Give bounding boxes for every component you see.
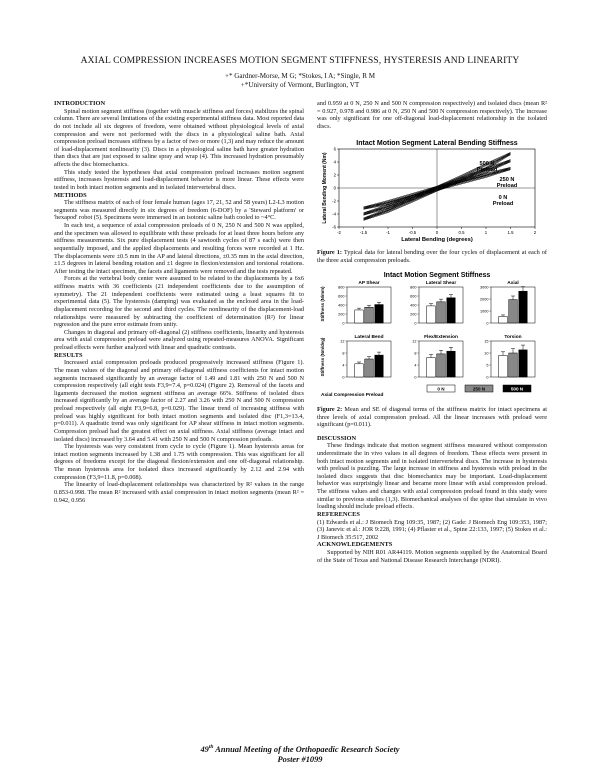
y-tick-label: 1000 [480,309,489,314]
bar-250n [437,354,446,377]
legend-label: 0 N [437,386,445,392]
x-tick-label: 0.5 [458,229,465,235]
bar-250n [509,300,518,323]
figure-1 [317,137,547,265]
bar-0n [427,358,436,378]
paragraph: The hysteresis was very consistent from cycle to cycle (Figure 1). Mean hysteresis areas for intact motion segments increased by 1.38 and 1.75 with compression. This was significant for all degrees of freedoms except for the diagonal flexion/extension and one off-diagonal relationship. The mean hysteresis area for isolated discs increased significantly by 2.12 and 2.94 with compression (F3,9=11.8, p=0.008). [54,443,304,481]
figure-2-caption [317,406,547,429]
x-tick-label: 0 [435,229,439,235]
x-tick-label: 2 [533,229,537,235]
y-tick-label: 10 [484,351,489,356]
chart-title: Intact Motion Segment Lateral Bending Stiffness [356,139,518,147]
bar-0n [355,310,364,323]
paragraph: In each test, a sequence of axial compression preloads of 0 N, 250 N and 500 N was applied, and the specimen was allowed to equilibrate with these preloads for at least three hours before any stiffness measurements. Six pure displacement tests (4 sawtooth cycles of 87 s each) were then sequentially imposed, and the applied displacements and resulting forces were recorded at 1 Hz. The displacements were ±0.5 mm in the AP and lateral directions, ±0.35 mm in the axial direction, ±1.5 degrees in lateral bending rotation and ±1 degree in flexion/extension and torsional rotations. After testing the intact specimen, the facets and ligaments were removed and the tests repeated. [54,222,304,275]
paragraph: Supported by NIH R01 AR44119. Motion segments supplied by the Anatomical Board of the State of Texas and National Disease Research Interchange (NDRI). [317,549,547,564]
x-tick-label: -1.5 [359,229,368,235]
bar-500n [447,352,456,378]
figure-1-caption [317,249,547,264]
figure-2-label: Figure 2: [317,405,343,413]
x-tick-label: 1 [484,229,488,235]
y-tick-label: 600 [410,294,417,299]
y-tick-label: 0 [486,321,489,326]
bar-500n [519,350,528,377]
legend-label: 250 N [472,386,486,392]
y-tick-label: 400 [410,303,417,308]
panel-title: Torsion [504,335,522,341]
figure-2-text: Mean and SE of diagonal terms of the stiffness matrix for intact specimens at three levels of axial compression preload. All the linear increases with preload were significant (p=0.011). [317,405,547,429]
x-axis-label: Lateral Bending (degrees) [401,236,473,243]
y-tick-label: 0 [414,321,417,326]
y-tick-label: 0 [486,375,489,380]
y-tick-label: 8 [414,351,417,356]
paragraph: These findings indicate that motion segment stiffness measured without compression underestimate the in vivo values in all degrees of freedom. These effects were present in both intact motion segments and in isolated intervertebral discs. The increase in hysteresis with preload is puzzling. The large increase in stiffness and hysteresis with preload in the isolated discs suggests that disc biomechanics may be important. Load-displacement behavior was surprisingly linear and became more linear with axial compression preload. The stiffness values and changes with axial compression preload found in this study were similar to previous studies (1,3). Biomechanical analyses of the spine that simulate in vivo loading should include preload effects. [317,442,547,511]
figure-2 [317,269,547,428]
bar-0n [499,317,508,324]
x-tick-label: -0.5 [408,229,417,235]
section-heading: REFERENCES [317,510,360,518]
y-tick-label: 15 [484,339,489,344]
y-tick-label: 0 [414,375,417,380]
panel-title: AP Shear [358,281,380,287]
y-tick-label: 4 [333,159,336,164]
section-heading: ACKNOWLEDGEMENTS [317,541,393,549]
y-tick-label: -2 [332,198,336,203]
bar-250n [509,353,518,377]
y-axis-label: Lateral Bending Moment (Nm) [322,151,328,224]
paragraph: The stiffness matrix of each of four female human (ages 17, 21, 52 and 58 years) L2-L3 motion segments was measured directly in six degrees of freedom (6-DOF) by a 'Steward platform' or 'hexapod' robot (5). Specimens were immersed in an isotonic saline bath cooled to ~4°C. [54,199,304,222]
lateral-bending-chart [317,137,547,245]
y-tick-label: 600 [338,294,345,299]
paragraph: The linearity of load-displacement relationships was characterized by R² values in the range 0.853-0.998. The mean R² increased with axial compression in intact motion segments (mean R² = 0.942, 0.956 [54,481,304,504]
y-tick-label: 800 [338,285,345,290]
left-column [54,100,304,504]
conference-name: 49th Annual Meeting of the Orthopaedic Research Society [200,744,400,754]
bar-500n [375,305,384,323]
bar-500n [375,355,384,377]
bar-0n [427,306,436,323]
y-tick-label: 400 [338,303,345,308]
y-tick-label: 12 [340,339,345,344]
legend-title: Axial Compression Preload [321,393,384,399]
y-tick-label: 0 [333,185,336,190]
y-tick-label: 0 [342,375,345,380]
stiffness-bar-charts [317,269,547,401]
panel-title: Lateral Bend [354,335,384,341]
paragraph: Increased axial compression preloads produced progressively increased stiffness (Figure 1). The mean values of the diagonal and primary off-diagonal stiffness coefficients for intact motion segments increased significantly by an average factor of 1.49 and 1.81 with 250 N and 500 N compression respectively (all eight tests F3,9=7.4, p=0.024) (Figure 2). Removal of the facets and ligaments decreased the motion segment stiffness an average 66%. Stiffness of isolated discs increased significantly by an average factor of 2.27 and 3.26 with 250 N and 500 N compression preload respectively (all eight F3,9=6.8, p=0.029). The linear trend of increasing stiffness with preload was highly significant for both intact motion segments and isolated disc (F1,3=13.4, p=0.011). A quadratic trend was only significant for AP shear stiffness in intact motion segments. Compression preload had the greatest effect on axial stiffness. Axial stiffness (average intact and isolated discs) increased by 3.64 and 5.41 with 250 N and 500 N compression preloads. [54,359,304,443]
panel-title: Lateral Shear [425,281,457,287]
paragraph: Changes in diagonal and primary off-diagonal (2) stiffness coefficients, linearity and hysteresis area with axial compression preload were analyzed using repeated-measures ANOVA. Significant preload effects were further analyzed with linear and quadratic contrasts. [54,328,304,351]
section-heading: DISCUSSION [317,434,357,442]
y-tick-label: 2000 [480,297,489,302]
section-heading: METHODS [54,191,87,199]
bar-500n [519,292,528,324]
figure-1-text: Typical data for lateral bending over the four cycles of displacement at each of the three axial compression preloads. [317,249,547,264]
right-column [317,100,547,564]
y-tick-label: 4 [414,363,417,368]
y-tick-label: 12 [412,339,417,344]
y-tick-label: 800 [410,285,417,290]
y-tick-label: 4 [342,363,345,368]
series-annotation: 500 N Preload [476,160,498,173]
y-tick-label: 2 [333,172,336,177]
chart-title: Intact Motion Segment Stiffness [383,272,491,280]
y-tick-label: 0 [342,321,345,326]
y-axis-label-top: Stiffness (N/mm) [320,286,325,322]
results-continued: and 0.959 at 0 N, 250 N and 500 N compression respectively) and isolated discs (mean R² = 0.927, 0.978 and 0.986 at 0 N, 250 N and 500 N compression respectively). The increase was only significant for one off-diagonal load-displacement relationship in the isolated discs. [317,100,547,130]
paragraph: This study tested the hypotheses that axial compression preload increases motion segment stiffness, increases hysteresis and load-displacement behavior is more linear. These effects were tested in both intact motion segments and in isolated intervertebral discs. [54,168,304,191]
paragraph: Forces at the vertebral body center were assumed to be related to the displacements by a 6x6 stiffness matrix with 36 coefficients (21 independent coefficients due to the assumption of symmetry). The 21 independent coefficients were estimated using a least squares fit to experimental data (5). The hysteresis (damping) was evaluated as the enclosed area in the load-displacement recording for the second and third cycles. The nonlinearity of the displacement-load relationships were measured by subtracting the coefficient of determination (R²) for linear regression and the pure error estimate from unity. [54,275,304,329]
paragraph: (1) Edwards et al.: J Biomech Eng 109:35, 1987; (2) Gade: J Biomech Eng 109:353, 1987; (3) Janevic et al.: JOR 9:228, 1991; (4) Pflaster et al., Spine 22:133, 1997; (5) Stokes et al.: J Biomech 35:517, 2002 [317,518,547,541]
series-annotation: 250 N Preload [496,176,518,189]
right-column-lower [317,435,547,565]
section-heading: INTRODUCTION [54,100,106,107]
y-tick-label: 8 [342,351,345,356]
figure-1-label: Figure 1: [317,249,342,257]
bar-500n [447,298,456,323]
legend-label: 500 N [510,386,524,392]
affiliation: +*University of Vermont, Burlington, VT [240,81,360,89]
x-tick-label: -2 [337,229,341,235]
y-tick-label: 200 [338,312,345,317]
paper-title: AXIAL COMPRESSION INCREASES MOTION SEGMENT STIFFNESS, HYSTERESIS AND LINEARITY [80,55,520,66]
bar-0n [355,364,364,377]
section-heading: RESULTS [54,351,83,359]
bar-0n [499,356,508,378]
y-axis-label-bottom: Stiffness (Nm/deg) [320,337,325,377]
series-annotation: 0 N Preload [492,194,514,207]
conference-footer [0,742,600,765]
bar-250n [365,359,374,377]
bar-250n [437,302,446,323]
bar-250n [365,308,374,324]
x-tick-label: 1.5 [507,229,514,235]
paragraph: Spinal motion segment stiffness (together with muscle stiffness and forces) stabilizes the spinal column. There are several limitations of the existing experimental stiffness data. Most reported data do not include all six degrees of freedom, were obtained without physiological levels of axial compression and were not performed with the discs in a physiological saline bath. Axial compression preload increases stiffness by a factor of two or more (1,3) and may reduce the amount of load-displacement nonlinearity (3). Discs in a physiological saline bath have greater hydration than discs that are just exposed to saline spray and wrap (4). This increased hydration presumably affects the disc biomechanics. [54,107,304,168]
panel-title: Axial [507,281,519,287]
y-tick-label: 6 [333,146,336,151]
y-tick-label: 3000 [480,285,489,290]
authors: +* Gardner-Morse, M G; *Stokes, I A; *Single, R M [224,72,376,80]
y-tick-label: -6 [332,224,336,229]
x-tick-label: -1 [386,229,390,235]
author-block [0,72,600,90]
panel-title: Flex/Extension [424,335,458,341]
y-tick-label: -4 [332,211,336,216]
y-tick-label: 5 [486,363,489,368]
y-tick-label: 200 [410,312,417,317]
poster-number: Poster #1099 [277,754,323,764]
